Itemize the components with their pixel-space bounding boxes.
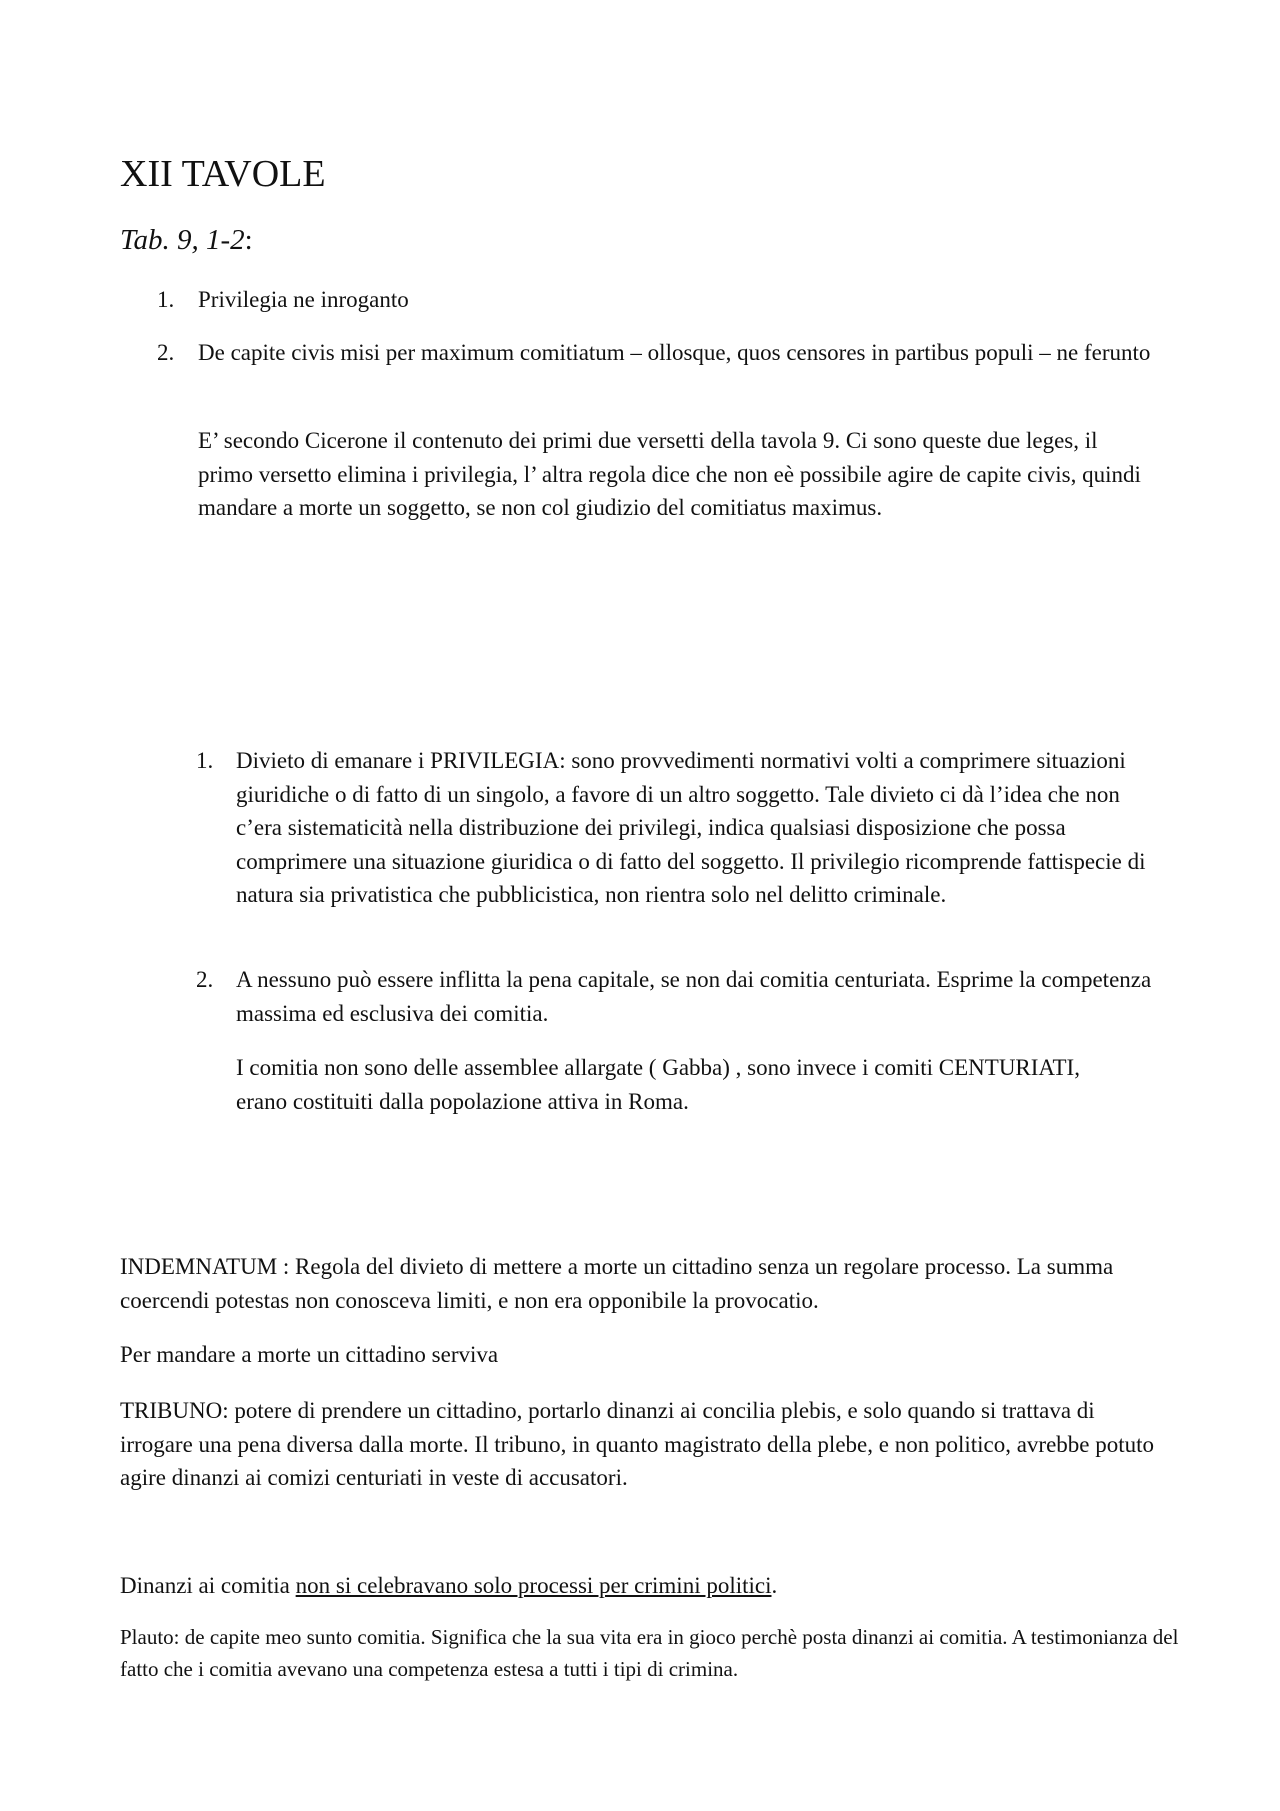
plauto-paragraph: Plauto: de capite meo sunto comitia. Significa che la sua vita era in gioco perchè posta dinanzi ai comitia. A testimonianza del fatto che i comitia avevano una competenza estesa a tutti i tipi di crimina. [120,1625,1179,1681]
tab-list-number-2: 2. [157,340,175,365]
table-reference-colon: : [244,224,253,256]
dinanzi-suffix: . [771,1573,778,1598]
indemnatum-paragraph: INDEMNATUM : Regola del divieto di mettere a morte un cittadino senza un regolare processo. La summa coercendi potestas non conosceva limiti, e non era opponibile la provocatio. [120,1254,1114,1313]
comitia-paragraph: I comitia non sono delle assemblee allargate ( Gabba) , sono invece i comiti CENTURIATI, erano costituiti dalla popolazione attiva in Roma. [236,1055,1080,1114]
explanation-item-2: A nessuno può essere inflitta la pena capitale, se non dai comitia centuriata. Esprime la competenza massima ed esclusiva dei comitia. [236,967,1152,1026]
page-title: XII TAVOLE [120,153,326,195]
dinanzi-prefix: Dinanzi ai comitia [120,1573,296,1598]
tab-list-item-1: Privilegia ne inroganto [198,287,409,312]
cicerone-paragraph: E’ secondo Cicerone il contenuto dei primi due versetti della tavola 9. Ci sono queste due leges, il primo versetto elimina i privilegia, l’ altra regola dice che non eè possibile agire de capite civis, quindi mandare a morte un soggetto, se non col giudizio del comitiatus maximus. [198,428,1141,520]
explanation-number-1: 1. [196,748,214,773]
dinanzi-underlined-text: non si celebravano solo processi per crimini politici [295,1573,772,1598]
explanation-item-1: Divieto di emanare i PRIVILEGIA: sono provvedimenti normativi volti a comprimere situazioni giuridiche o di fatto di un singolo, a favore di un altro soggetto. Tale divieto ci dà l’idea che non c’era sistematicità nella distribuzione dei privilegi, indica qualsiasi disposizione che possa comprimere una situazione giuridica o di fatto del soggetto. Il privilegio ricomprende fattispecie di natura sia privatistica che pubblicistica, non rientra solo nel delitto criminale. [236,748,1146,907]
explanation-number-2: 2. [196,967,214,992]
dinanzi-paragraph [120,1569,1180,1603]
serviva-paragraph: Per mandare a morte un cittadino serviva [120,1342,499,1367]
tab-list-item-2: De capite civis misi per maximum comitiatum – ollosque, quos censores in partibus populi – ne ferunto [198,340,1151,365]
table-reference [120,222,253,258]
table-reference-text: Tab. 9, 1-2 [120,224,245,256]
tab-list-number-1: 1. [157,287,175,312]
tribuno-paragraph: TRIBUNO: potere di prendere un cittadino, portarlo dinanzi ai concilia plebis, e solo quando si trattava di irrogare una pena diversa dalla morte. Il tribuno, in quanto magistrato della plebe, e non politico, avrebbe potuto agire dinanzi ai comizi centuriati in veste di accusatori. [120,1398,1155,1490]
